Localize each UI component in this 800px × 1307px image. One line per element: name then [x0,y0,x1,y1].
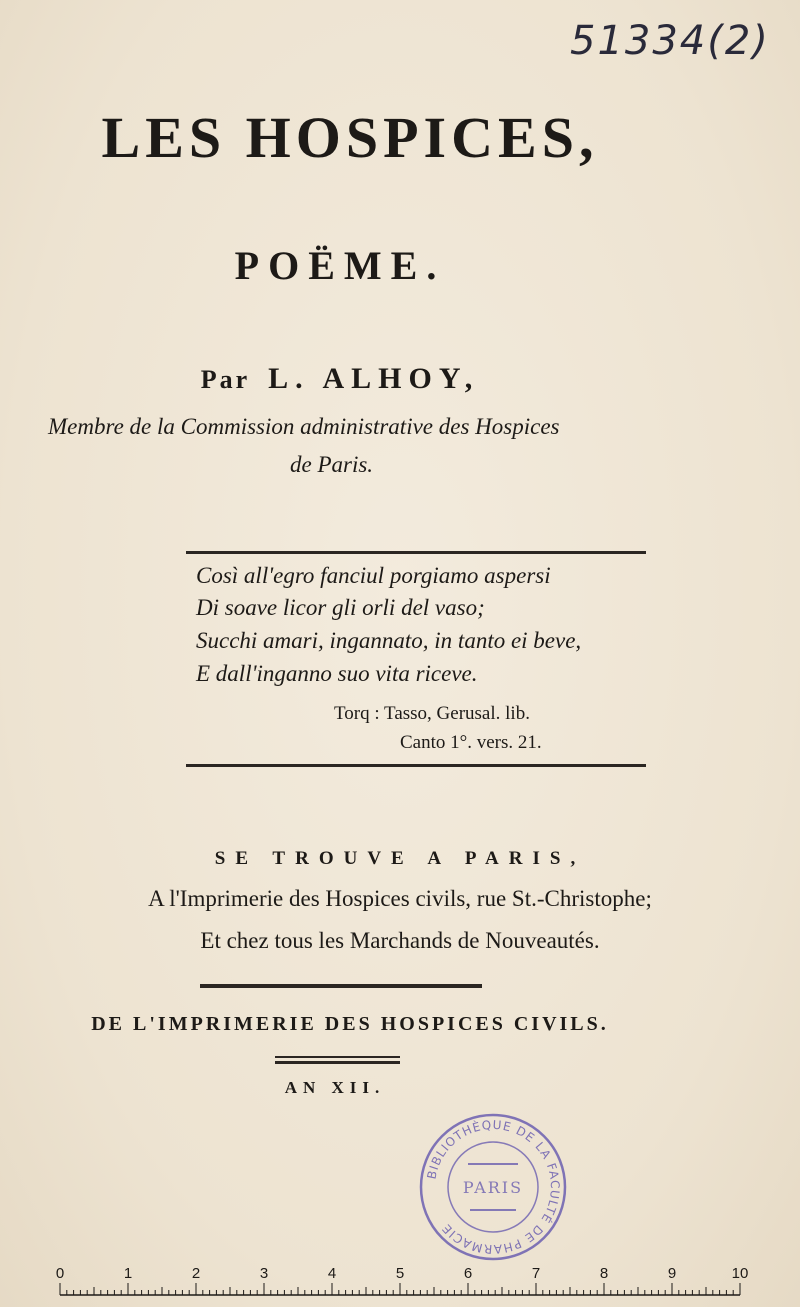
ruler-label: 7 [531,1265,541,1282]
ruler-label: 5 [395,1265,405,1282]
imprint-line: DE L'IMPRIMERIE DES HOSPICES CIVILS. [91,1013,609,1035]
ruler-label: 1 [123,1265,133,1282]
ruler-label: 3 [259,1265,269,1282]
ruler-label: 4 [327,1265,337,1282]
book-subtitle: POËME. [234,243,446,288]
shelfmark: 51334(2) [570,18,770,64]
ruler-label: 10 [731,1265,749,1282]
epigraph-top-rule [186,551,646,554]
author-line [0,362,680,396]
epigraph-line: E dall'inganno suo vita riceve. [196,661,478,686]
stamp-center-text: PARIS [462,1178,524,1197]
ruler-label: 0 [55,1265,65,1282]
stamp-ring-text: BIBLIOTHÈQUE DE LA FACULTÉ DE PHARMACIE [424,1117,563,1257]
epigraph-line: Così all'egro fanciul porgiamo aspersi [196,563,551,588]
ruler-label: 8 [599,1265,609,1282]
epigraph-line: Succhi amari, ingannato, in tanto ei beve, [196,628,582,653]
ruler-label: 2 [191,1265,201,1282]
ruler-label: 6 [463,1265,473,1282]
epigraph-citation: Canto 1°. vers. 21. [400,732,542,753]
epigraph-line: Di soave licor gli orli del vaso; [196,595,485,620]
availability-line: Et chez tous les Marchands de Nouveautés. [200,928,600,953]
epigraph-bottom-rule [186,764,646,767]
author-prefix: Par [200,365,251,394]
epigraph-citation: Torq : Tasso, Gerusal. lib. [334,703,530,724]
imprint-rule [200,984,482,988]
availability-heading: SE TROUVE A PARIS, [214,848,586,869]
scale-ruler [40,1262,760,1302]
double-rule-top [275,1056,400,1058]
double-rule-bottom [275,1061,400,1064]
author-name: L. ALHOY, [268,362,480,395]
book-title: LES HOSPICES, [101,105,599,170]
library-stamp-icon [418,1112,568,1262]
author-role-line2: de Paris. [290,452,374,477]
ruler-label: 9 [667,1265,677,1282]
author-role-line1: Membre de la Commission administrative des Hospices [48,414,560,439]
availability-line: A l'Imprimerie des Hospices civils, rue St.-Christophe; [148,886,652,911]
publication-date: AN XII. [284,1078,386,1097]
